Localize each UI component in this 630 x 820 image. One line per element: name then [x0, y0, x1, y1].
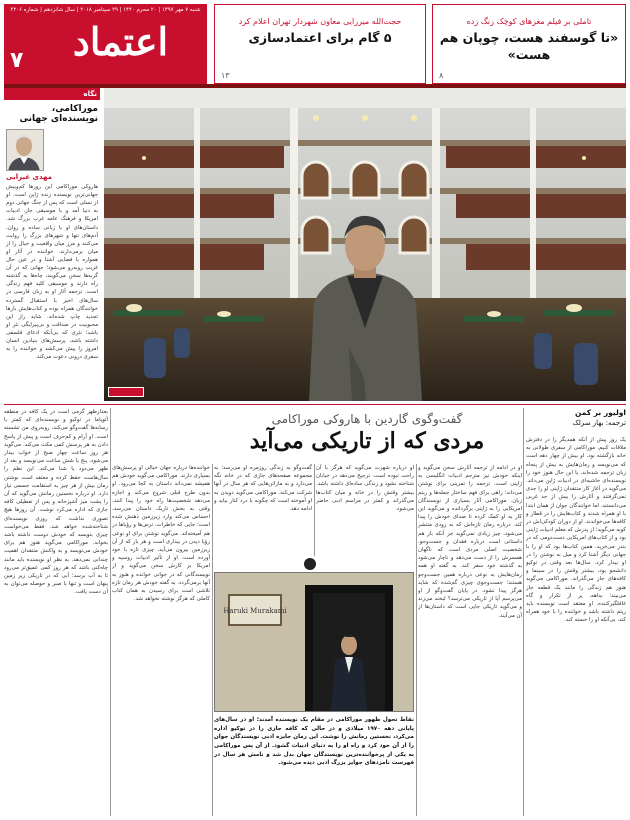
- teaser-page-number: ۱۳: [221, 71, 230, 80]
- inset-photo: [214, 572, 414, 712]
- article-column-1: یک روز پیش از آنکه همدیگر را در دفترش ملاقات کنیم، موراکامی از سفری طولانی به خانه بازگشته بود. او بیش از چهار دهه است که می‌نویسد و رمان‌هایش به بیش از پنجاه زبان ترجمه شده‌اند. با این حال هنوز خود را نویسنده‌ای حاشیه‌ای در ادبیات ژاپن می‌داند. می‌گوید در آغاز کار منتقدان ژاپنی او را جدی نمی‌گرفتند و آثارش را بیش از حد غربی می‌دانستند. اما خوانندگان جوان از همان ابتدا با او همراه شدند و کتاب‌هایش را در قطار و کافه‌ها می‌خواندند. او از دوران کودکی‌اش در کوبه می‌گوید؛ از پدرش که معلم ادبیات ژاپنی بود و از کتاب‌های امریکایی دست‌دومی که در بندر می‌خرید. همین کتاب‌ها بود که او را با جهانی دیگر آشنا کرد و میل به نوشتن را در او بیدار کرد. سال‌ها بعد وقتی در توکیو دانشجو بود، بیشتر وقتش را در سینما و کافه‌های جاز می‌گذراند. موراکامی می‌گوید هنوز هم زندگی را مانند یک قطعه جاز می‌بیند؛ بداهه، پر از تکرار و گاه غافلگیرکننده. او معتقد است نویسنده باید ریتم داشته باشد و خواننده را با خود همراه کند، بی‌آنکه او را خسته کند.: [526, 437, 626, 624]
- article-column-3: او درباره شهرت می‌گوید که هرگز با آن راحت نبوده است. ترجیح می‌دهد در خیابان شناخته نشود و زندگی ساده‌ای داشته باشد. بیشتر وقتش را در خانه و میان کتاب‌ها می‌گذراند و کمتر در مراسم ادبی حاضر می‌شود.: [316, 465, 414, 513]
- article-headline[interactable]: مردی که از تاریکی می‌آید: [249, 428, 485, 454]
- column-separator: [110, 408, 111, 816]
- article-kicker: گفت‌وگوی گاردین با هاروکی موراکامی: [271, 412, 463, 426]
- column-separator: [416, 464, 417, 816]
- photo-credit-badge: [108, 387, 144, 397]
- opinion-author: مهدی غبرایی: [6, 173, 52, 181]
- page-number: ۷: [10, 48, 24, 73]
- library-photo-illustration: [104, 88, 626, 401]
- teaser-kicker: تاملی بر فیلم مغزهای کوچک زنگ زده: [466, 17, 592, 26]
- article-column-4: گفت‌وگو به زندگی روزمره او می‌رسد؛ به مجموعه صفحه‌های جازی که در خانه نگه می‌دارد و به ماراتن‌هایی که هر سال در آنها شرکت می‌کند. موراکامی می‌گوید دویدن به او آموخته است که چگونه با درد کنار بیاید و ادامه دهد.: [214, 465, 312, 513]
- byline-translator: ترجمه: بهار سرلک: [572, 418, 626, 427]
- author-portrait: [6, 129, 44, 171]
- teaser-headline: ۵ گام برای اعتمادسازی: [248, 30, 392, 45]
- issue-dateline: شنبه ۷ مهر ۱۳۹۷ | ۲۰ محرم ۱۴۴۰ | ۲۹ سپتامبر ۲۰۱۸ | سال شانزدهم | شماره ۴۲۰۶: [10, 7, 201, 13]
- opinion-body: هاروکی موراکامی این روزها کم‌وبیش جهانی‌ترین نویسنده زنده ژاپن است. او از نسلی است که پس از جنگ جهانی دوم به دنیا آمد و با موسیقی جاز، ادبیات امریکا و فرهنگ عامه غرب بزرگ شد. داستان‌های او با زبانی ساده و روان، آدم‌های تنها و شهرهای بزرگ را روایت می‌کنند و مرز میان واقعیت و خیال را از میان برمی‌دارند. خواننده در آثار او همواره با فضایی آشنا و در عین حال غریب روبه‌رو می‌شود؛ جهانی که در آن گربه‌ها سخن می‌گویند، چاه‌ها به گذشته راه دارند و موسیقی کلید فهم زندگی است. ترجمه آثار او به زبان فارسی در سال‌های اخیر با استقبال گسترده خوانندگان همراه بوده و کتاب‌هایش بارها تجدید چاپ شده‌اند. شاید راز این محبوبیت در صداقت و بی‌پیرایگی نثر او باشد؛ نثری که بی‌آنکه ادعای فلسفی داشته باشد، پرسش‌های بنیادین انسان امروز را پیش می‌کشد و خواننده را به سفری درونی دعوت می‌کند.: [6, 184, 98, 361]
- plaque-text: Haruki Murakami: [223, 607, 287, 615]
- teaser-kicker: حجت‌الله میرزایی معاون شهردار تهران اعلام کرد: [238, 17, 402, 26]
- doorway-photo-illustration: [214, 573, 413, 712]
- masthead: [4, 4, 626, 84]
- article-column-2: او در ادامه از ترجمه آثارش سخن می‌گوید و اینکه خودش نیز مترجم ادبیات انگلیسی به ژاپنی است. ترجمه را تمرینی برای نوشتن می‌داند؛ راهی برای فهم ساختار جمله‌ها و ریتم زبان. موراکامی آثار بسیاری از نویسندگان امریکایی را به ژاپنی برگردانده و می‌گوید این کار به او کمک کرده تا صدای خودش را پیدا کند. درباره رمان تازه‌اش که به زودی منتشر می‌شود، چیز زیادی نمی‌گوید جز آنکه باز هم داستانی است درباره فقدان و جست‌وجو. شخصیت اصلی مردی است که ناگهان همسرش را از دست می‌دهد و ناچار می‌شود به گذشته خود سفر کند. به گفته او همه رمان‌هایش به نوعی درباره همین جست‌وجو هستند؛ جست‌وجوی چیزی گم‌شده که شاید هرگز پیدا نشود. در پایان گفت‌وگو از او می‌پرسم آیا از تاریکی می‌ترسد؟ لبخند می‌زند و می‌گوید تاریکی جایی است که داستان‌ها از آن می‌آیند.: [418, 465, 522, 619]
- opinion-column: [4, 88, 100, 401]
- newspaper-logo: [4, 4, 207, 84]
- column-separator: [212, 464, 213, 816]
- section-tag: نگاه: [4, 88, 100, 100]
- article-column-5: خواننده‌ها درباره جهان خیالی او پرسش‌های بسیاری دارند. موراکامی می‌گوید خودش هم همیشه نمی‌داند داستان به کجا می‌رود. او بدون طرح قبلی شروع می‌کند و اجازه می‌دهد شخصیت‌ها راه خود را پیدا کنند. وقتی به بخش تاریک داستان می‌رسد، احساس می‌کند وارد زیرزمین ذهنش شده است؛ جایی که خاطرات، ترس‌ها و رؤیاها در هم آمیخته‌اند. می‌گوید نوشتن برای او نوعی رؤیا دیدن در بیداری است و هر بار که از آن زیرزمین بیرون می‌آید، چیزی تازه با خود آورده است. او از تأثیر ادبیات روسیه و امریکا بر کارش سخن می‌گوید و از نویسندگانی که در جوانی خوانده و هنوز به آنها برمی‌گردد. به گفته خودش هر رمان تازه تلاشی است برای رسیدن به همان کتاب کاملی که هرگز نوشته نخواهد شد.: [112, 465, 210, 603]
- teaser-municipality[interactable]: [214, 4, 426, 84]
- byline-author: اولیور بر کمن: [575, 408, 626, 417]
- opinion-title[interactable]: موراکامی، نویسنده‌ای جهانی: [19, 104, 98, 124]
- article-byline: [528, 408, 626, 428]
- inset-marker-icon: [304, 558, 316, 570]
- article-column-6: بعدازظهر گرمی است در یک کافه در منطقه آئوياما در توکیو و نویسنده‌ای که کمتر با رسانه‌ها گفت‌وگو می‌کند، روبه‌روی من نشسته است. او آرام و کم‌حرف است و پیش از پاسخ دادن به هر پرسش کمی مکث می‌کند. می‌گوید هر روز ساعت چهار صبح از خواب بیدار می‌شود، پنج یا شش ساعت می‌نویسد و بعد از ظهر می‌دود یا شنا می‌کند. این نظم را سال‌هاست حفظ کرده و معتقد است نوشتن رمان بیش از هر چیز به استقامت جسمی نیاز دارد. او درباره نخستین رمانش می‌گوید که آن را پشت میز آشپزخانه و پس از تعطیلی کافه جازی که اداره می‌کرد نوشت. آن روزها هیچ تصوری نداشت که روزی نویسنده‌ای شناخته‌شده خواهد شد. فقط می‌خواست چیزی بنویسد که خودش دوست داشته باشد بخواند. موراکامی می‌گوید هنوز هم برای خودش می‌نویسد و به واکنش منتقدان اهمیت چندانی نمی‌دهد. به نظر او نویسنده باید مانند چاه‌کنی باشد که هر روز کمی عمیق‌تر می‌رود تا به آب برسد؛ آبی که در تاریکی زیر زمین پنهان است و تنها با صبر و حوصله می‌توان به آن دست یافت.: [4, 409, 108, 596]
- column-separator: [523, 408, 524, 816]
- column-separator: [314, 464, 315, 556]
- portrait-icon: [6, 130, 43, 171]
- inset-caption: نقاط تحول ظهور موراکامی در مقام یک نویسنده آمدند؛ او در سال‌های پایانی دهه ۱۹۷۰ میلادی و در حالی که کافه جازی را در توکیو اداره می‌کرد، نخستین رمانش را نوشت. این رمان جایزه ادبی نویسندگان جوان را از آن خود کرد و راه او را به دنیای ادبیات گشود. از آن پس موراکامی به یکی از پرخواننده‌ترین نویسندگان جهان بدل شد و نامش هر سال در فهرست نامزدهای جوایز بزرگ ادبی دیده می‌شود.: [214, 717, 414, 767]
- teaser-page-number: ۸: [439, 71, 444, 80]
- newspaper-name: اعتماد: [72, 19, 169, 64]
- section-divider: [4, 404, 626, 405]
- hero-photo: [104, 88, 626, 401]
- teaser-headline: «تا گوسفند هست، چوپان هم هست»: [439, 30, 619, 62]
- teaser-film-review[interactable]: [432, 4, 626, 84]
